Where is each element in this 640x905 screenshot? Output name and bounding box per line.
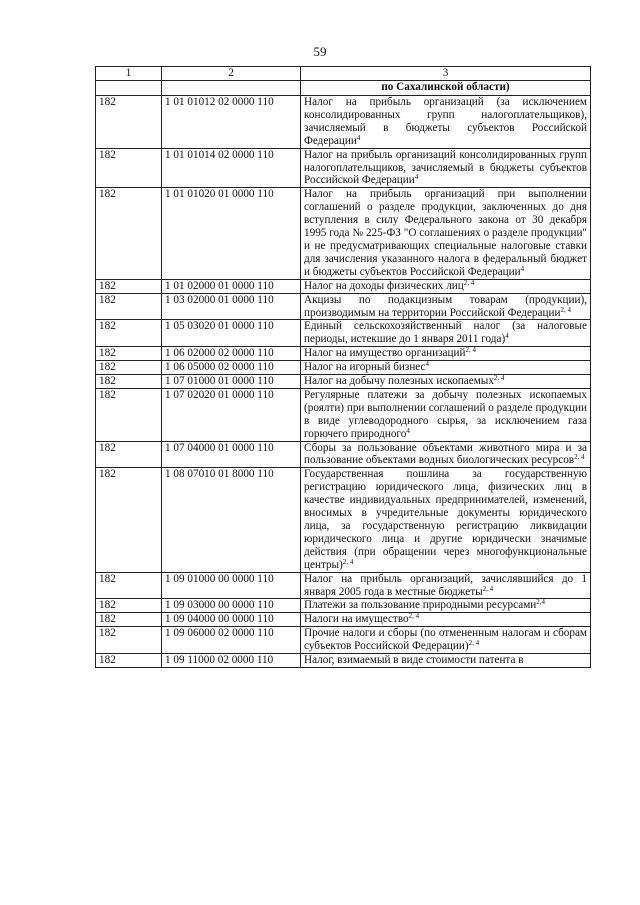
revenue-name-text: Налог на добычу полезных ископаемых	[304, 375, 494, 388]
revenue-name-cell	[301, 468, 591, 572]
footnote-ref: 4	[425, 360, 430, 369]
revenue-name-cell	[301, 361, 591, 375]
admin-code-cell: 182	[96, 627, 162, 654]
revenue-code-cell: 1 01 02000 01 0000 110	[162, 279, 301, 293]
admin-code-cell: 182	[96, 347, 162, 361]
revenue-name-text: Единый сельскохозяйственный налог (за налоговые периоды, истекшие до 1 января 2011 года)	[304, 320, 587, 346]
revenue-name-cell	[301, 627, 591, 654]
admin-code-cell: 182	[96, 468, 162, 572]
revenue-code-cell: 1 01 01020 01 0000 110	[162, 188, 301, 279]
region-empty-cell-1	[96, 81, 162, 96]
table-row	[96, 468, 591, 572]
revenue-name-cell	[301, 441, 591, 468]
revenue-name-text: Прочие налоги и сборы (по отмененным налогам и сборам субъектов Российской Федерации)	[304, 627, 587, 653]
revenue-code-cell: 1 09 11000 02 0000 110	[162, 654, 301, 668]
footnote-ref: 4	[505, 332, 509, 341]
revenue-code-cell: 1 07 02020 01 0000 110	[162, 388, 301, 441]
revenue-name-cell	[301, 279, 591, 293]
revenue-name-cell	[301, 613, 591, 627]
revenue-name-cell	[301, 654, 591, 668]
revenue-name-cell	[301, 148, 591, 188]
footnote-ref: 4	[356, 133, 361, 142]
table-row	[96, 361, 591, 375]
revenue-name-text: Сборы за пользование объектами животного мира и за пользование объектами водных биологических ресурсов	[304, 441, 587, 467]
admin-code-cell: 182	[96, 96, 162, 149]
revenue-name-text: Налог на имущество организаций	[304, 347, 466, 360]
revenue-name-text: Акцизы по подакцизным товарам (продукции), производимым на территории Российской Федерации	[304, 293, 587, 319]
column-header-1: 1	[96, 67, 162, 81]
table-row	[96, 347, 591, 361]
footnote-ref: 2, 4	[342, 557, 354, 566]
footnote-ref: 4	[520, 264, 525, 273]
revenue-code-cell: 1 09 01000 00 0000 110	[162, 572, 301, 599]
column-header-3: 3	[301, 67, 591, 81]
revenue-code-cell: 1 09 06000 02 0000 110	[162, 627, 301, 654]
header-row	[96, 67, 591, 81]
revenue-code-cell: 1 06 05000 02 0000 110	[162, 361, 301, 375]
revenue-code-cell: 1 03 02000 01 0000 110	[162, 293, 301, 320]
column-header-2: 2	[162, 67, 301, 81]
revenue-code-cell: 1 09 03000 00 0000 110	[162, 599, 301, 613]
revenue-name-cell	[301, 572, 591, 599]
revenue-name-text: Государственная пошлина за государственную регистрацию юридического лица, физических лиц в качестве индивидуальных предпринимателей, изменений, вносимых в учредительные документы юридического лица, за государственную регистрацию ликвидации юридического лица и другие юридически значимые действия (при обращении через многофункциональные центры)	[304, 468, 587, 571]
footnote-ref: 4	[406, 426, 410, 435]
revenue-name-text: Налог на прибыль организаций консолидированных групп налогоплательщиков, зачисляемый в бюджеты субъектов Российской Федерации	[304, 148, 587, 187]
revenue-name-text: Налог на прибыль организаций, зачислявшийся до 1 января 2005 года в местные бюджеты	[304, 572, 587, 598]
region-label: по Сахалинской области)	[301, 81, 591, 96]
admin-code-cell: 182	[96, 293, 162, 320]
footnote-ref: 2, 4	[463, 278, 475, 287]
revenue-name-cell	[301, 599, 591, 613]
revenue-code-cell: 1 07 04000 01 0000 110	[162, 441, 301, 468]
table-row	[96, 96, 591, 149]
revenue-name-text: Налог на прибыль организаций (за исключением консолидированных групп налогоплательщиков), зачисляемый в бюджеты субъектов Российской Федерации	[304, 96, 587, 147]
revenue-name-cell	[301, 96, 591, 149]
revenue-name-text: Налог на игорный бизнес	[304, 361, 426, 374]
table-row	[96, 599, 591, 613]
admin-code-cell: 182	[96, 188, 162, 279]
revenue-name-cell	[301, 188, 591, 279]
table-body	[96, 67, 591, 668]
revenue-code-cell: 1 01 01014 02 0000 110	[162, 148, 301, 188]
admin-code-cell: 182	[96, 599, 162, 613]
admin-code-cell: 182	[96, 388, 162, 441]
footnote-ref: 2, 4	[560, 305, 571, 314]
footnote-ref: 2, 4	[408, 612, 420, 621]
table-row	[96, 279, 591, 293]
footnote-ref: 2, 4	[465, 346, 476, 355]
footnote-ref: 2,4	[536, 598, 546, 607]
revenue-name-text: Налоги на имущество	[304, 613, 409, 626]
admin-code-cell: 182	[96, 441, 162, 468]
footnote-ref: 2, 4	[493, 374, 505, 383]
revenue-name-cell	[301, 293, 591, 320]
revenue-code-cell: 1 08 07010 01 8000 110	[162, 468, 301, 572]
revenue-code-cell: 1 06 02000 02 0000 110	[162, 347, 301, 361]
revenue-name-text: Платежи за пользование природными ресурсами	[304, 599, 537, 612]
footnote-ref: 4	[414, 173, 419, 182]
admin-code-cell: 182	[96, 148, 162, 188]
revenue-name-text: Налог на доходы физических лиц	[304, 279, 464, 292]
revenue-code-cell: 1 09 04000 00 0000 110	[162, 613, 301, 627]
revenue-name-text: Налог, взимаемый в виде стоимости патента в	[304, 654, 524, 667]
table-row	[96, 388, 591, 441]
admin-code-cell: 182	[96, 375, 162, 389]
admin-code-cell: 182	[96, 613, 162, 627]
table-row	[96, 613, 591, 627]
region-empty-cell-2	[162, 81, 301, 96]
table-row	[96, 441, 591, 468]
revenue-code-cell: 1 05 03020 01 0000 110	[162, 320, 301, 347]
admin-code-cell: 182	[96, 361, 162, 375]
footnote-ref: 2, 4	[468, 639, 480, 648]
revenue-name-cell	[301, 375, 591, 389]
footnote-ref: 2, 4	[482, 584, 494, 593]
admin-code-cell: 182	[96, 320, 162, 347]
table-row	[96, 654, 591, 668]
table-row	[96, 148, 591, 188]
revenue-code-cell: 1 01 01012 02 0000 110	[162, 96, 301, 149]
table-row	[96, 572, 591, 599]
revenue-name-cell	[301, 347, 591, 361]
table-row	[96, 627, 591, 654]
table-row	[96, 375, 591, 389]
revenue-code-cell: 1 07 01000 01 0000 110	[162, 375, 301, 389]
table-row	[96, 320, 591, 347]
admin-code-cell: 182	[96, 654, 162, 668]
page-number: 59	[313, 44, 327, 59]
revenue-name-text: Налог на прибыль организаций при выполнении соглашений о разделе продукции, заключенных до дня вступления в силу Федерального закона от 30 декабря 1995 года № 225-ФЗ "О соглашениях о разделе продукции" и не предусматривающих специальные налоговые ставки для зачисления указанного налога в федеральный бюджет и бюджеты субъектов Российской Федерации	[304, 188, 587, 278]
table-row	[96, 188, 591, 279]
table-row	[96, 293, 591, 320]
footnote-ref: 2, 4	[574, 453, 585, 462]
revenue-name-cell	[301, 320, 591, 347]
revenue-codes-table	[95, 66, 591, 668]
admin-code-cell: 182	[96, 279, 162, 293]
region-row	[96, 81, 591, 96]
revenue-name-cell	[301, 388, 591, 441]
admin-code-cell: 182	[96, 572, 162, 599]
revenue-name-text: Регулярные платежи за добычу полезных ископаемых (роялти) при выполнении соглашений о разделе продукции в виде углеводородного сырья, за исключением газа горючего природного	[304, 388, 587, 440]
